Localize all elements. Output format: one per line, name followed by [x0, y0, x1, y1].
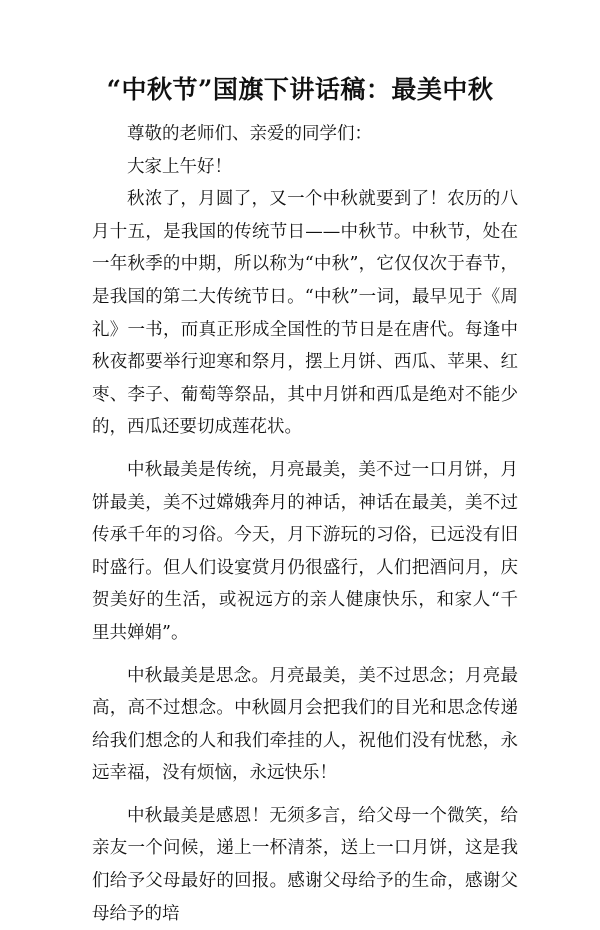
- paragraph-3: 中秋最美是思念。月亮最美，美不过思念；月亮最高，高不过想念。中秋圆月会把我们的目光和思念传递给我们想念的人和我们牵挂的人，祝他们没有忧愁，永远幸福，没有烦恼，永远快乐！: [92, 665, 518, 784]
- salutation-line: 大家上午好！: [127, 156, 232, 177]
- paragraph-2: 中秋最美是传统，月亮最美，美不过一口月饼，月饼最美，美不过嫦娥奔月的神话，神话在最美，美不过传承千年的习俗。今天，月下游玩的习俗，已远没有旧时盛行。但人们设宴赏月仍很盛行，人们把酒问月，庆贺美好的生活，或祝远方的亲人健康快乐，和家人“千里共婵娟”。: [92, 459, 518, 643]
- greeting-line: 尊敬的老师们、亲爱的同学们：: [127, 124, 372, 144]
- document-title: “中秋节”国旗下讲话稿：最美中秋: [106, 75, 494, 104]
- document-body: [92, 118, 518, 930]
- paragraph-4: 中秋最美是感恩！无须多言，给父母一个微笑，给亲友一个问候，递上一杯清茶，送上一口月饼，这是我们给予父母最好的回报。感谢父母给予的生命，感谢父母给予的培: [92, 805, 518, 924]
- paragraph-1: 秋浓了，月圆了，又一个中秋就要到了！农历的八月十五，是我国的传统节日——中秋节。中秋节，处在一年秋季的中期，所以称为“中秋”，它仅仅次于春节，是我国的第二大传统节日。“中秋”一词，最早见于《周礼》一书，而真正形成全国性的节日是在唐代。每逢中秋夜都要举行迎寒和祭月，摆上月饼、西瓜、苹果、红枣、李子、葡萄等祭品，其中月饼和西瓜是绝对不能少的，西瓜还要切成莲花状。: [92, 189, 518, 438]
